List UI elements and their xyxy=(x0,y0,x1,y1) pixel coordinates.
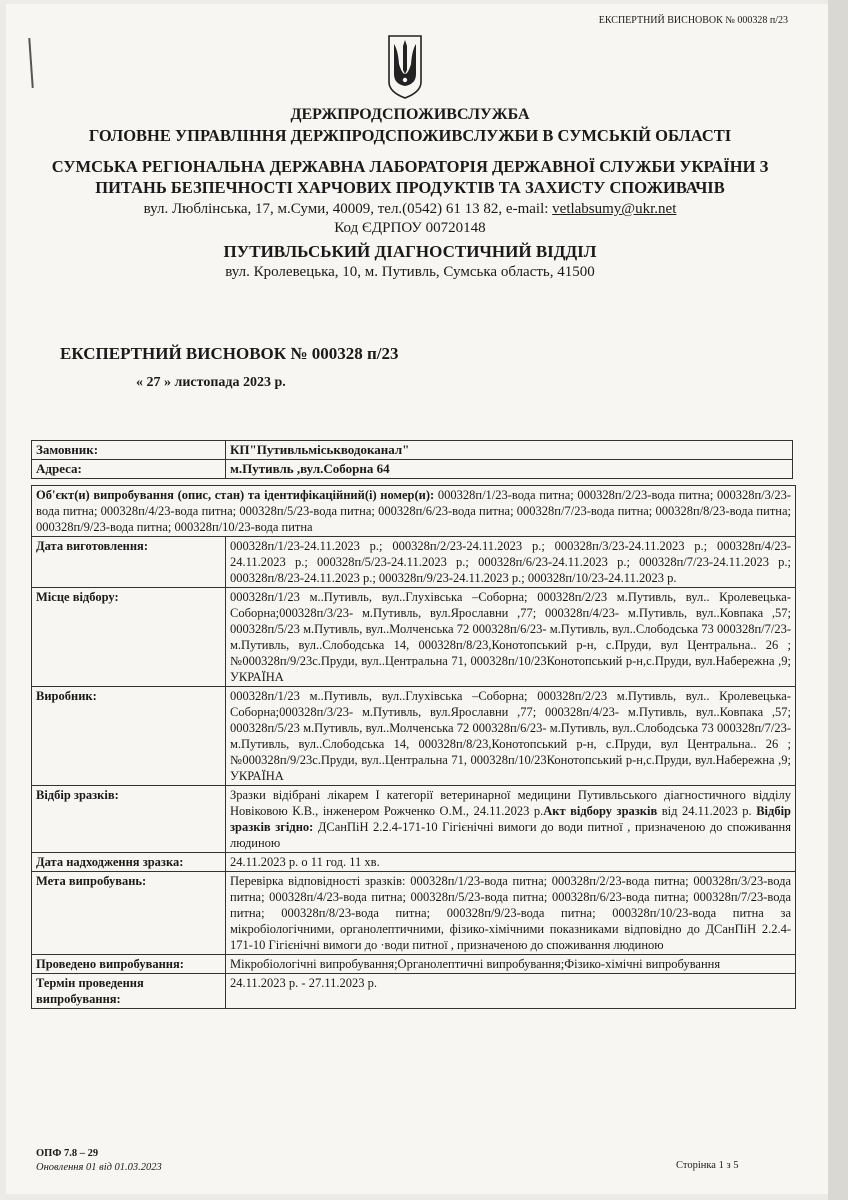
period-row xyxy=(32,974,796,1009)
period-value: 24.11.2023 р. - 27.11.2023 р. xyxy=(226,974,796,1009)
corner-document-number: ЕКСПЕРТНИЙ ВИСНОВОК № 000328 п/23 xyxy=(598,15,788,26)
page-edge xyxy=(828,0,848,1200)
manufacture-date-label: Дата виготовлення: xyxy=(32,537,226,588)
email-link[interactable]: vetlabsumy@ukr.net xyxy=(552,201,677,217)
customer-table xyxy=(31,440,793,479)
sampling-place-label: Місце відбору: xyxy=(32,588,226,687)
object-value: 000328п/1/23-вода питна; 000328п/2/23-вода питна; 000328п/3/23-вода питна; 000328п/4/23-вода питна; 000328п/5/23-вода питна; 000328п/6/23-вода питна; 000328п/7/23-вода питна; 000328п/8/23-вода питна; 000328п/9/23-вода питна; 000328п/10/23-вода питна xyxy=(36,488,791,534)
customer-value: КП"Путивльміськводоканал" xyxy=(226,441,793,460)
laboratory-address: вул. Люблінська, 17, м.Суми, 40009, тел.(0542) 61 13 82, e-mail: vetlabsumy@ukr.net xyxy=(143,201,677,217)
purpose-label: Мета випробувань: xyxy=(32,872,226,955)
customer-label: Замовник: xyxy=(32,441,226,460)
address-label: Адреса: xyxy=(32,460,226,479)
producer-label: Виробник: xyxy=(32,687,226,786)
agency-name: ДЕРЖПРОДСПОЖИВСЛУЖБА xyxy=(290,106,530,123)
laboratory-name: СУМСЬКА РЕГІОНАЛЬНА ДЕРЖАВНА ЛАБОРАТОРІЯ ДЕРЖАВНОЇ СЛУЖБИ УКРАЇНИ З ПИТАНЬ БЕЗПЕЧНОСТІ ХАРЧОВИХ ПРОДУКТІВ ТА ЗАХИСТУ СПОЖИВАЧІВ xyxy=(51,157,769,197)
form-update: Оновлення 01 від 01.03.2023 xyxy=(36,1162,162,1173)
form-code: ОПФ 7.8 – 29 xyxy=(36,1148,99,1159)
page-number: Сторінка 1 з 5 xyxy=(676,1160,739,1171)
edrpou-code: Код ЄДРПОУ 00720148 xyxy=(334,220,486,236)
sampling-value: Зразки відібрані лікарем І категорії ветеринарної медицини Путивльського діагностичного відділу Новіковою К.В., інженером Рожченко О.М., 24.11.2023 р.Акт відбору зразків від 24.11.2023 р. Відбір зразків згідно: ДСанПіН 2.2.4-171-10 Гігієнічні вимоги до води питної , призначеною до споживання людиною xyxy=(226,786,796,853)
receipt-date-value: 24.11.2023 р. о 11 год. 11 хв. xyxy=(226,853,796,872)
receipt-date-row xyxy=(32,853,796,872)
object-label: Об'єкт(и) випробування (опис, стан) та ідентифікаційний(і) номер(и): xyxy=(36,488,435,502)
trident-emblem-icon xyxy=(386,34,424,100)
manufacture-date-row xyxy=(32,537,796,588)
form-code-block xyxy=(36,1148,162,1173)
purpose-row xyxy=(32,872,796,955)
report-date: « 27 » листопада 2023 р. xyxy=(136,375,286,390)
department-address: вул. Кролевецька, 10, м. Путивль, Сумська область, 41500 xyxy=(225,264,595,280)
sampling-place-row xyxy=(32,588,796,687)
address-value: м.Путивль ,вул.Соборна 64 xyxy=(226,460,793,479)
tests-label: Проведено випробування: xyxy=(32,955,226,974)
object-row xyxy=(32,486,796,537)
report-title: ЕКСПЕРТНИЙ ВИСНОВОК № 000328 п/23 xyxy=(60,344,399,363)
department-name: ПУТИВЛЬСЬКИЙ ДІАГНОСТИЧНИЙ ВІДДІЛ xyxy=(223,242,597,261)
sampling-label: Відбір зразків: xyxy=(32,786,226,853)
manufacture-date-value: 000328п/1/23-24.11.2023 р.; 000328п/2/23-24.11.2023 р.; 000328п/3/23-24.11.2023 р.; 000328п/4/23-24.11.2023 р.; 000328п/5/23-24.11.2023 р.; 000328п/6/23-24.11.2023 р.; 000328п/7/23-24.11.2023 р.; 000328п/8/23-24.11.2023 р.; 000328п/9/23-24.11.2023 р.; 000328п/10/23-24.11.2023 р. xyxy=(226,537,796,588)
sampling-row xyxy=(32,786,796,853)
tests-row xyxy=(32,955,796,974)
main-department-name: ГОЛОВНЕ УПРАВЛІННЯ ДЕРЖПРОДСПОЖИВСЛУЖБИ В СУМСЬКІЙ ОБЛАСТІ xyxy=(88,126,732,145)
sampling-place-value: 000328п/1/23 м..Путивль, вул..Глухівська –Соборна; 000328п/2/23 м.Путивль, вул.. Кролевецька-Соборна;000328п/3/23- м.Путивль, вул.Ярославни ,77; 000328п/4/23- м.Путивль, вул..Ковпака ,57; 000328п/5/23 м.Путивль, вул..Молченська 72 000328п/6/23- м.Путивль, вул..Слободська 73 000328п/7/23- м.Путивль, вул..Слободська 14, 000328п/8/23,Конотопський р-н, с.Пруди, вул Центральна.. 26 ; №000328п/9/23с.Пруди, вул..Центральна 71, 000328п/10/23Конотопський р-н,с.Пруди, вул.Набережна ,9; УКРАЇНА xyxy=(226,588,796,687)
receipt-date-label: Дата надходження зразка: xyxy=(32,853,226,872)
test-details-table xyxy=(31,485,796,1009)
object-cell xyxy=(32,486,796,537)
purpose-value: Перевірка відповідності зразків: 000328п/1/23-вода питна; 000328п/2/23-вода питна; 000328п/3/23-вода питна; 000328п/4/23-вода питна; 000328п/5/23-вода питна; 000328п/6/23-вода питна; 000328п/7/23-вода питна; 000328п/8/23-вода питна; 000328п/9/23-вода питна; 000328п/10/23-вода питна за мікробіологічними, органолептичними, фізико-хімічними показниками відповідно до ДСанПіН 2.2.4-171-10 Гігієнічні вимоги до ·води питної , призначеною до споживання людиною xyxy=(226,872,796,955)
address-row xyxy=(32,460,793,479)
customer-row xyxy=(32,441,793,460)
tests-value: Мікробіологічні випробування;Органолептичні випробування;Фізико-хімічні випробування xyxy=(226,955,796,974)
period-label: Термін проведення випробування: xyxy=(32,974,226,1009)
producer-value: 000328п/1/23 м..Путивль, вул..Глухівська –Соборна; 000328п/2/23 м.Путивль, вул.. Кролевецька-Соборна;000328п/3/23- м.Путивль, вул.Ярославни ,77; 000328п/4/23- м.Путивль, вул..Ковпака ,57; 000328п/5/23 м.Путивль, вул..Молченська 72 000328п/6/23- м.Путивль, вул..Слободська 73 000328п/7/23- м.Путивль, вул..Слободська 14, 000328п/8/23,Конотопський р-н, с.Пруди, вул Центральна.. 26 ; №000328п/9/23с.Пруди, вул..Центральна 71, 000328п/10/23Конотопський р-н,с.Пруди, вул.Набережна ,9; УКРАЇНА xyxy=(226,687,796,786)
producer-row xyxy=(32,687,796,786)
